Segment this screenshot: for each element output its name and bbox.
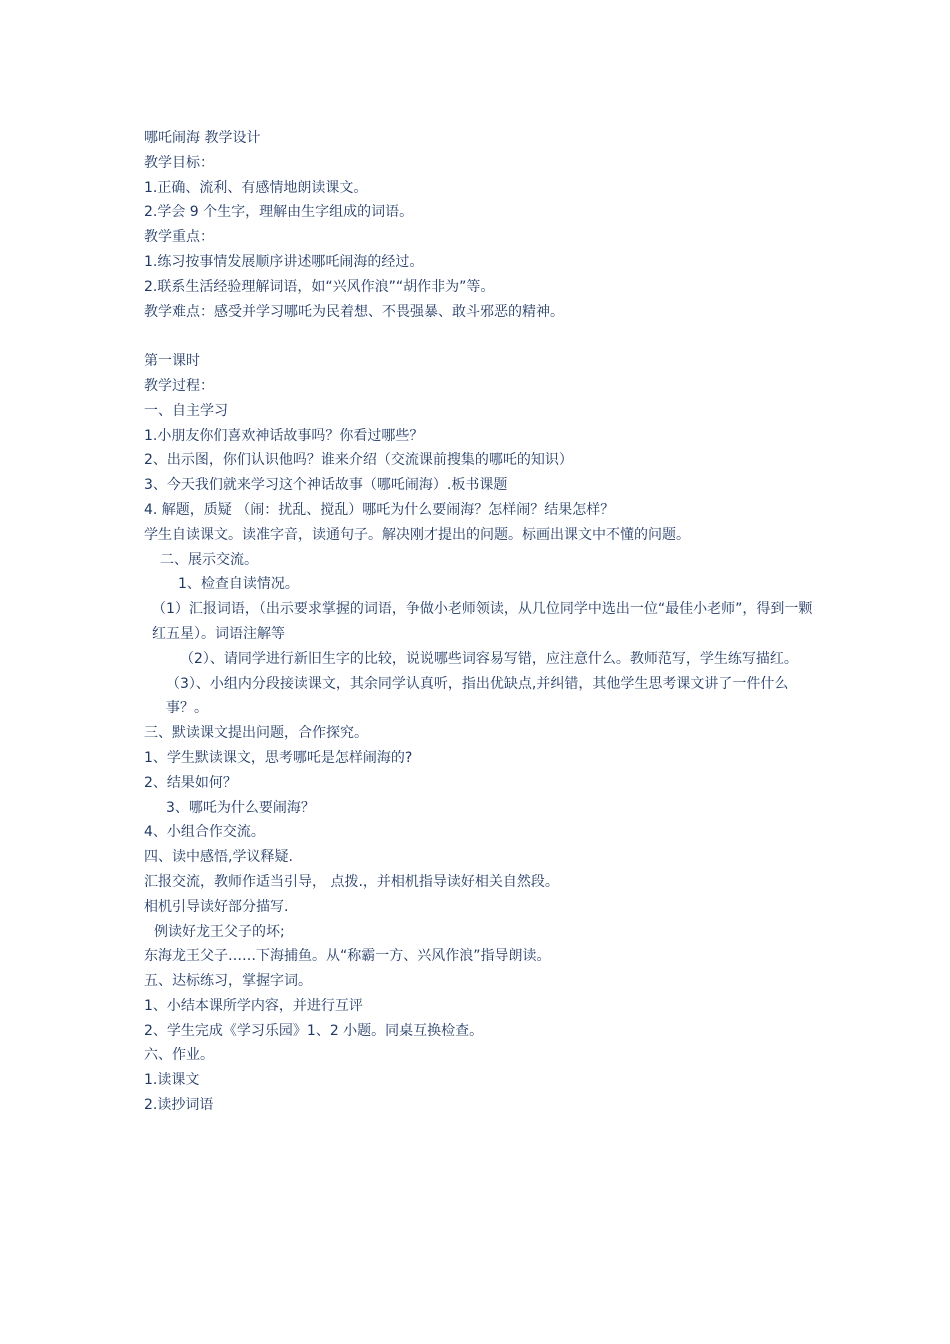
list-item: 1、小结本课所学内容，并进行互评: [144, 997, 363, 1014]
section-heading: 三、默读课文提出问题，合作探究。: [144, 725, 368, 742]
list-item: 4、小组合作交流。: [144, 824, 265, 841]
list-item: 学生自读课文。读准字音，读通句子。解决刚才提出的问题。标画出课文中不懂的问题。: [144, 526, 690, 543]
section-heading: 四、读中感悟,学议释疑.: [144, 849, 293, 866]
list-item: 相机引导读好部分描写.: [144, 898, 289, 915]
section-heading: 二、展示交流。: [160, 551, 258, 568]
paragraph: （3）、小组内分段接读课文，其余同学认真听，指出优缺点,并纠错，其他学生思考课文讲了一件什么事？。: [166, 675, 789, 717]
focus-item: 1.练习按事情发展顺序讲述哪吒闹海的经过。: [144, 253, 424, 270]
list-item: 1、学生默读课文，思考哪吒是怎样闹海的?: [144, 749, 413, 766]
section-heading: 五、达标练习，掌握字词。: [144, 973, 312, 990]
list-item: 1.小朋友你们喜欢神话故事吗？你看过哪些？: [144, 427, 424, 444]
goals-heading: 教学目标：: [144, 154, 214, 171]
list-item: 2、学生完成《学习乐园》1、2 小题。同桌互换检查。: [144, 1022, 484, 1039]
list-item: 例读好龙王父子的坏;: [154, 923, 285, 940]
list-item: 3、今天我们就来学习这个神话故事（哪吒闹海）.板书课题: [144, 477, 508, 494]
list-item: 3、哪吒为什么要闹海？: [166, 799, 315, 816]
focus-heading: 教学重点：: [144, 229, 214, 246]
lesson-heading: 第一课时: [144, 353, 200, 370]
document-page: [144, 126, 814, 1118]
focus-item: 2.联系生活经验理解词语，如“兴风作浪”“胡作非为”等。: [144, 278, 495, 295]
list-item: 2、出示图，你们认识他吗？谁来介绍（交流课前搜集的哪吒的知识）: [144, 452, 573, 469]
section-heading: 六、作业。: [144, 1047, 214, 1064]
list-item: 1、检查自读情况。: [178, 576, 299, 593]
section-heading: 一、自主学习: [144, 402, 228, 419]
list-item: 汇报交流，教师作适当引导， 点拨.，并相机指导读好相关自然段。: [144, 873, 559, 890]
list-item: 1.读课文: [144, 1072, 200, 1089]
document-title: 哪吒闹海 教学设计: [144, 130, 261, 146]
blank-line: [144, 324, 814, 349]
list-item: 东海龙王父子……下海捕鱼。从“称霸一方、兴风作浪”指导朗读。: [144, 948, 551, 965]
paragraph: （1）汇报词语，（出示要求掌握的词语，争做小老师领读，从几位同学中选出一位“最佳小老师”，得到一颗红五星）。词语注解等: [152, 601, 813, 642]
difficulty-line: 教学难点：感受并学习哪吒为民着想、不畏强暴、敢斗邪恶的精神。: [144, 303, 564, 320]
list-item: 2.读抄词语: [144, 1097, 214, 1114]
paragraph: （2）、请同学进行新旧生字的比较，说说哪些词容易写错，应注意什么。教师范写，学生练写描红。: [180, 650, 798, 667]
goal-item: 2.学会 9 个生字，理解由生字组成的词语。: [144, 204, 414, 221]
list-item: 4. 解题，质疑 （闹：扰乱、搅乱）哪吒为什么要闹海？怎样闹？结果怎样？: [144, 501, 615, 518]
list-item: 2、结果如何？: [144, 774, 237, 791]
process-heading: 教学过程：: [144, 377, 214, 394]
goal-item: 1.正确、流利、有感情地朗读课文。: [144, 179, 368, 196]
